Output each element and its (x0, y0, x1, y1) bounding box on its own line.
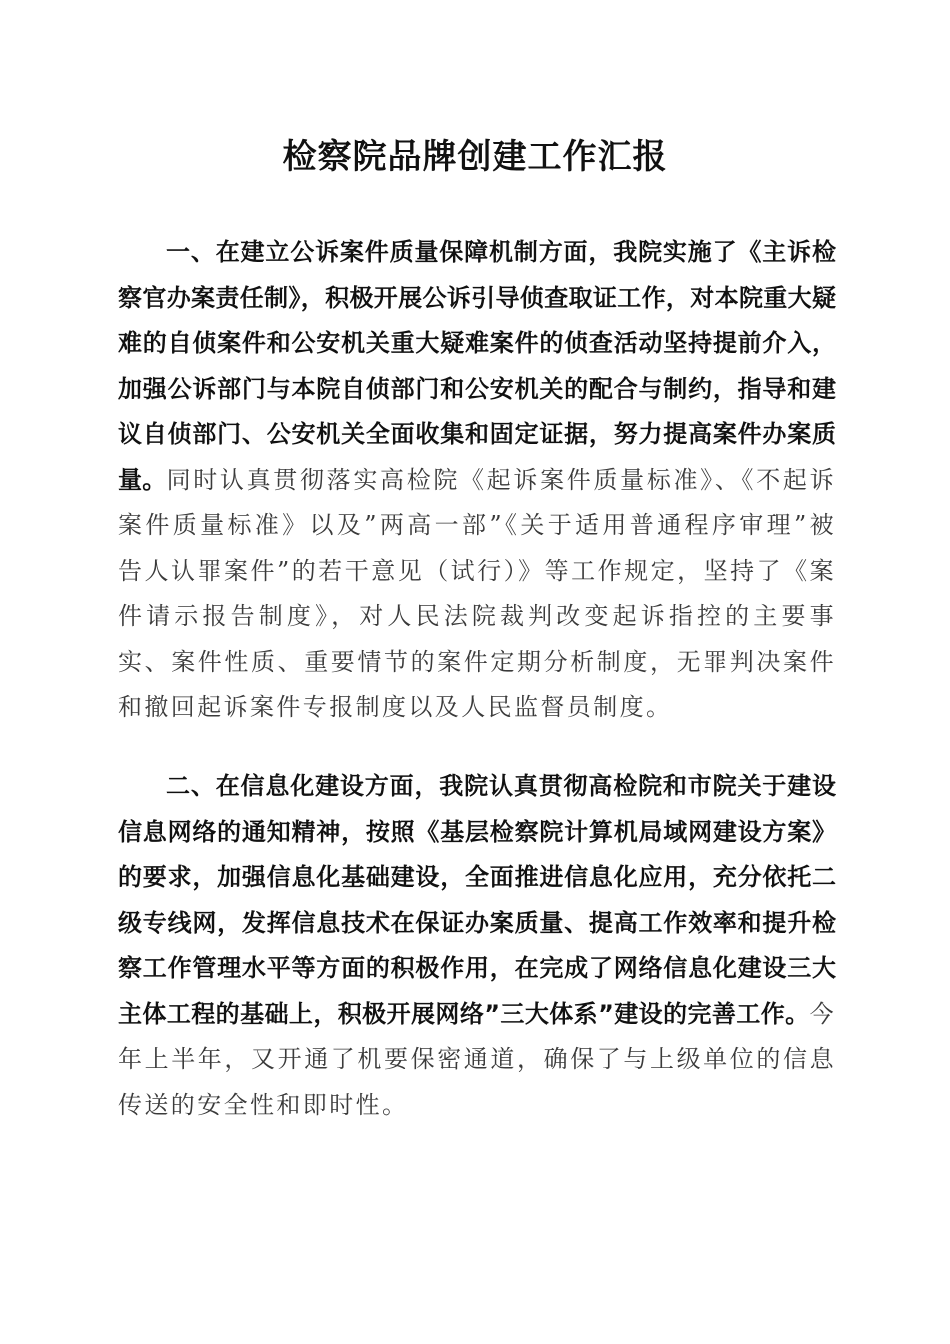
paragraph-1-regular-text: 同时认真贯彻落实高检院《起诉案件质量标准》、《不起诉案件质量标准》以及”两高一部”《关于适用普通程序审理”被告人认罪案件”的若干意见（试行）》等工作规定，坚持了《案件请示报告制度》，对人民法院裁判改变起诉指控的主要事实、案件性质、重要情节的案件定期分析制度，无罪判决案件和撤回起诉案件专报制度以及人民监督员制度。 (118, 465, 836, 721)
paragraph-1-bold-text: 一、在建立公诉案件质量保障机制方面，我院实施了《主诉检察官办案责任制》，积极开展公诉引导侦查取证工作，对本院重大疑难的自侦案件和公安机关重大疑难案件的侦查活动坚持提前介入，加强公诉部门与本院自侦部门和公安机关的配合与制约，指导和建议自侦部门、公安机关全面收集和固定证据，努力提高案件办案质量。 (118, 238, 836, 494)
paragraph-2 (118, 764, 836, 1128)
paragraph-2-bold-text: 二、在信息化建设方面，我院认真贯彻高检院和市院关于建设信息网络的通知精神，按照《基层检察院计算机局域网建设方案》的要求，加强信息化基础建设，全面推进信息化应用，充分依托二级专线网，发挥信息技术在保证办案质量、提高工作效率和提升检察工作管理水平等方面的积极作用，在完成了网络信息化建设三大主体工程的基础上，积极开展网络”三大体系”建设的完善工作。 (118, 772, 836, 1028)
document-title: 检察院品牌创建工作汇报 (282, 137, 668, 177)
paragraph-2-regular-text: 今年上半年，又开通了机要保密通道，确保了与上级单位的信息传送的安全性和即时性。 (118, 999, 836, 1119)
paragraph-1 (118, 230, 836, 731)
